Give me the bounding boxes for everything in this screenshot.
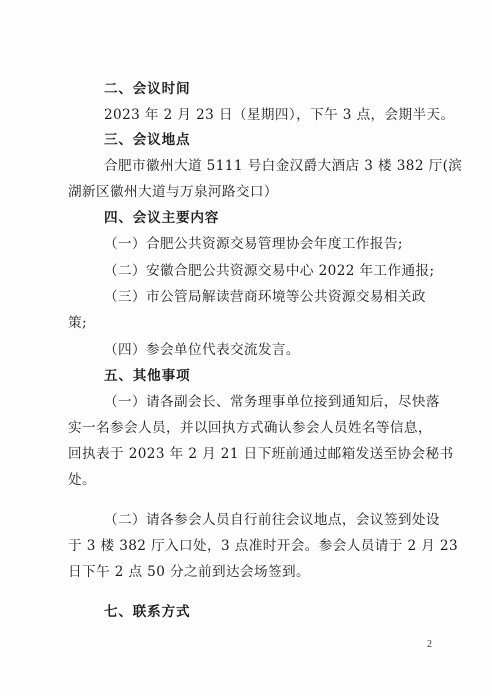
main-content-item-3-line-1: （三）市公管局解读营商环境等公共资源交易相关政 [104, 289, 426, 305]
section-heading-main-content: 四、会议主要内容 [104, 210, 220, 226]
meeting-time-text: 2023 年 2 月 23 日（星期四），下午 3 点，会期半天。 [104, 107, 455, 123]
main-content-item-1: （一）合肥公共资源交易管理协会年度工作报告; [104, 236, 403, 252]
section-heading-other-matters: 五、其他事项 [104, 368, 191, 384]
page-number: 2 [427, 639, 432, 650]
other-matters-item-1-line-4: 处。 [68, 472, 96, 488]
other-matters-item-2-line-3: 日下午 2 点 50 分之前到达会场签到。 [68, 564, 310, 580]
other-matters-item-2-line-2: 于 3 楼 382 厅入口处，3 点准时开会。参会人员请于 2 月 23 [68, 538, 459, 554]
main-content-item-4: （四）参会单位代表交流发言。 [104, 342, 300, 358]
section-heading-meeting-time: 二、会议时间 [104, 81, 191, 97]
other-matters-item-1-line-1: （一）请各副会长、常务理事单位接到通知后，尽快落 [104, 394, 440, 410]
other-matters-item-1-line-3: 回执表于 2023 年 2 月 21 日下班前通过邮箱发送至协会秘书 [68, 446, 454, 462]
other-matters-item-2-line-1: （二）请各参会人员自行前往会议地点，会议签到处设 [104, 512, 440, 528]
meeting-location-line-2: 湖新区徽州大道与万泉河路交口） [68, 184, 278, 200]
section-heading-contact: 七、联系方式 [104, 604, 191, 620]
main-content-item-2: （二）安徽合肥公共资源交易中心 2022 年工作通报; [104, 263, 435, 279]
main-content-item-3-line-2: 策; [68, 315, 87, 331]
section-heading-meeting-location: 三、会议地点 [104, 132, 191, 148]
meeting-location-line-1: 合肥市徽州大道 5111 号白金汉爵大酒店 3 楼 382 厅(滨 [104, 158, 463, 174]
other-matters-item-1-line-2: 实一名参会人员，并以回执方式确认参会人员姓名等信息， [68, 420, 432, 436]
